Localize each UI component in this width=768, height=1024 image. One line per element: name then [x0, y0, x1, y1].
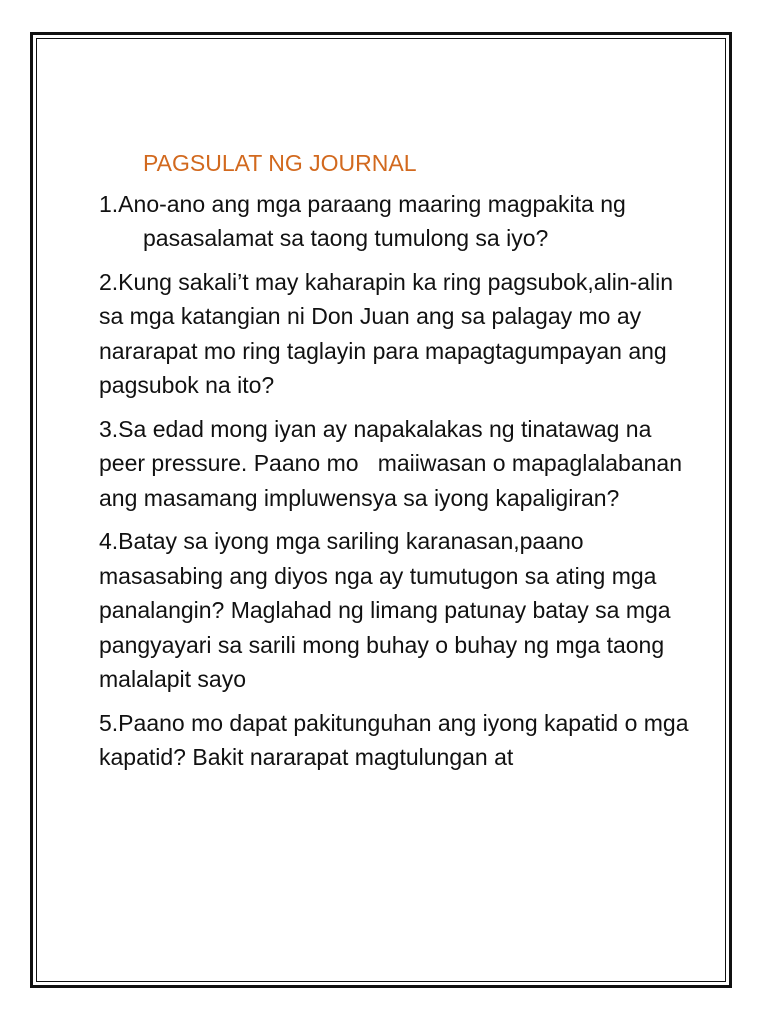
journal-title: PAGSULAT NG JOURNAL — [143, 150, 417, 176]
question-1: 1.Ano-ano ang mga paraang maaring magpakita ng pasasalamat sa taong tumulong sa iyo? — [99, 190, 633, 251]
document-body — [99, 146, 699, 784]
question-5: 5.Paano mo dapat pakitunguhan ang iyong kapatid o mga kapatid? Bakit nararapat magtulungan at — [99, 709, 695, 770]
question-2: 2.Kung sakali’t may kaharapin ka ring pagsubok,alin-alin sa mga katangian ni Don Juan ang sa palagay mo ay nararapat mo ring taglayin para mapagtagumpayan ang pagsubok na ito? — [99, 268, 680, 398]
question-3: 3.Sa edad mong iyan ay napakalakas ng tinatawag na peer pressure. Paano mo maiiwasan o mapaglalabanan ang masamang impluwensya sa iyong kapaligiran? — [99, 415, 689, 511]
question-4: 4.Batay sa iyong mga sariling karanasan,paano masasabing ang diyos nga ay tumutugon sa ating mga panalangin? Maglahad ng limang patunay batay sa mga pangyayari sa sarili mong buhay o buhay ng mga taong malalapit sayo — [99, 528, 677, 692]
